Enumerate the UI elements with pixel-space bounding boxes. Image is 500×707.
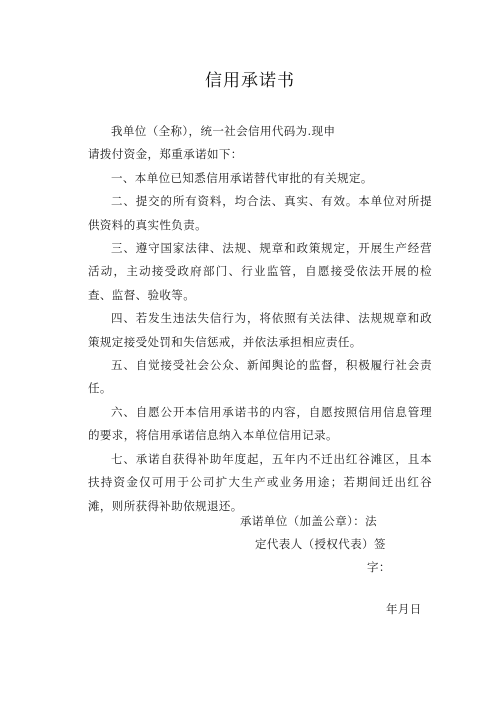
intro-line-1: 我单位（全称），统一社会信用代码为.现申 — [111, 124, 336, 138]
document-title: 信用承诺书 — [205, 71, 295, 91]
date-label: 年月日 — [386, 602, 422, 616]
commitment-item-2: 二、提交的所有资料，均合法、真实、有效。本单位对所提供资料的真实性负责。 — [88, 194, 432, 232]
signature-line-3: 字： — [367, 560, 391, 574]
intro-line-2: 请拨付资金，郑重承诺如下： — [88, 147, 243, 162]
commitment-item-7: 七、承诺自获得补助年度起，五年内不迁出红谷滩区，且本扶持资金仅可用于公司扩大生产或业务用途；若期间迁出红谷滩，则所获得补助依规退还。 — [88, 451, 432, 513]
commitment-item-6: 六、自愿公开本信用承诺书的内容，自愿按照信用信息管理的要求，将信用承诺信息纳入本单位信用记录。 — [88, 404, 432, 443]
commitment-item-5: 五、自觉接受社会公众、新闻舆论的监督，积极履行社会责任。 — [88, 358, 432, 396]
commitment-item-4: 四、若发生违法失信行为，将依照有关法律、法规规章和政策规定接受处罚和失信惩戒，并依法承担相应责任。 — [88, 311, 432, 349]
commitment-item-3: 三、遵守国家法律、法规、规章和政策规定，开展生产经营活动，主动接受政府部门、行业监管，自愿接受依法开展的检查、监督、验收等。 — [88, 241, 432, 302]
commitment-item-1: 一、本单位已知悉信用承诺替代审批的有关规定。 — [111, 170, 373, 185]
document-body — [88, 120, 432, 518]
signature-line-2: 定代表人（授权代表）签 — [255, 537, 386, 551]
signature-line-1: 承诺单位（加盖公章）：法 — [240, 514, 378, 528]
